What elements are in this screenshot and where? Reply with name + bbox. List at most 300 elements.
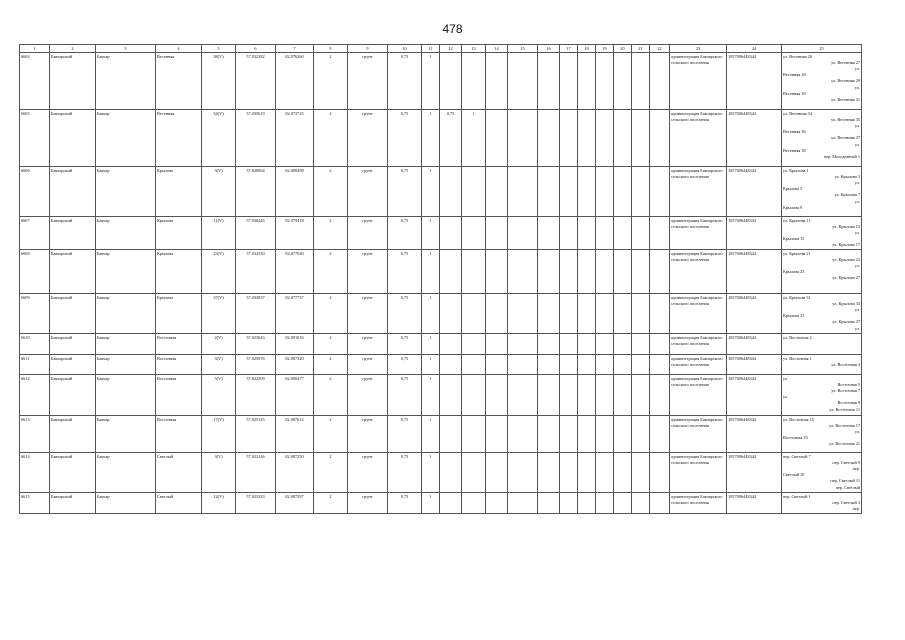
table-cell xyxy=(632,294,650,334)
column-header: 24 xyxy=(727,45,782,53)
table-cell xyxy=(440,250,462,294)
table-cell xyxy=(578,493,596,514)
table-cell xyxy=(560,294,578,334)
table-cell xyxy=(560,453,578,493)
table-cell: 1 xyxy=(422,334,440,355)
table-row xyxy=(20,167,862,217)
column-header: 15 xyxy=(508,45,538,53)
table-cell xyxy=(538,453,560,493)
registry-table xyxy=(19,44,862,514)
table-cell: Бакчар xyxy=(96,53,156,110)
table-cell: Бакчарский xyxy=(50,217,96,250)
table-cell xyxy=(632,167,650,217)
table-cell xyxy=(538,294,560,334)
table-cell: 0,75 xyxy=(388,167,422,217)
address-line: пер. Светлый 7 xyxy=(783,453,811,459)
table-cell: 57.035619 xyxy=(236,110,276,167)
table-cell xyxy=(632,416,650,453)
table-cell xyxy=(596,416,614,453)
table-cell xyxy=(650,294,670,334)
address-line: пер. Светлый 3 xyxy=(832,499,860,505)
address-line: Крылова 15 xyxy=(783,236,805,242)
table-cell: 6614 xyxy=(20,453,50,493)
table-cell: грунт xyxy=(348,416,388,453)
table-cell: 6604 xyxy=(20,53,50,110)
table-cell: администрация Бакчарского сельского поселения xyxy=(670,416,727,453)
table-cell: Бакчарский xyxy=(50,110,96,167)
address-line: ул. Весенняя 31 xyxy=(831,96,860,102)
table-cell xyxy=(462,453,486,493)
table-cell: 2 xyxy=(314,53,348,110)
table-cell: администрация Бакчарского сельского поселения xyxy=(670,110,727,167)
table-cell: 82.087297 xyxy=(276,493,314,514)
table-row xyxy=(20,355,862,375)
table-cell xyxy=(560,250,578,294)
table-cell: Бакчарский xyxy=(50,375,96,416)
table-cell: 1057006448344 xyxy=(727,416,782,453)
address-line: ул. Восточная 1 xyxy=(783,355,812,361)
table-cell: 1057006448344 xyxy=(727,334,782,355)
address-line: пер. Светлый 11 xyxy=(830,478,860,484)
table-cell: 82.091016 xyxy=(276,334,314,355)
table-cell xyxy=(440,375,462,416)
table-cell: 0,75 xyxy=(388,453,422,493)
table-cell: 1 xyxy=(422,53,440,110)
table-cell xyxy=(632,217,650,250)
table-cell xyxy=(650,110,670,167)
table-cell: 38(V) xyxy=(202,53,236,110)
table-cell xyxy=(650,493,670,514)
address-line: ул. Крылова 37 xyxy=(832,319,860,325)
table-cell: Восточная xyxy=(156,416,202,453)
table-cell xyxy=(486,375,508,416)
table-cell xyxy=(508,453,538,493)
address-cell xyxy=(782,294,862,334)
column-header: 19 xyxy=(596,45,614,53)
address-line: ул. Восточная 7 xyxy=(831,387,860,393)
table-cell: 23(V) xyxy=(202,250,236,294)
table-cell: Бакчарский xyxy=(50,334,96,355)
page-number: 478 xyxy=(442,22,463,36)
address-line: пер. xyxy=(852,505,860,511)
table-cell xyxy=(508,493,538,514)
table-cell: 82.090477 xyxy=(276,375,314,416)
table-cell: Светлый xyxy=(156,453,202,493)
table-cell: 6608 xyxy=(20,250,50,294)
table-cell: 11(V) xyxy=(202,217,236,250)
table-cell: 2(V) xyxy=(202,334,236,355)
address-line: ул. xyxy=(783,375,789,381)
table-cell: 82.077737 xyxy=(276,294,314,334)
table-cell: 34(V) xyxy=(202,110,236,167)
table-cell xyxy=(538,416,560,453)
table-cell: Бакчар xyxy=(96,493,156,514)
table-cell: 82.076260 xyxy=(276,53,314,110)
table-cell: администрация Бакчарского сельского поселения xyxy=(670,294,727,334)
table-cell: 6615 xyxy=(20,493,50,514)
table-row xyxy=(20,53,862,110)
table-cell xyxy=(632,355,650,375)
table-cell xyxy=(578,416,596,453)
table-cell xyxy=(538,250,560,294)
address-line: пер. Светлый 9 xyxy=(832,459,860,465)
table-row xyxy=(20,453,862,493)
column-header: 1 xyxy=(20,45,50,53)
table-cell: 82.080498 xyxy=(276,167,314,217)
table-cell: 82.087612 xyxy=(276,416,314,453)
table-cell: 1057006448344 xyxy=(727,453,782,493)
table-cell xyxy=(538,334,560,355)
table-cell: администрация Бакчарского сельского поселения xyxy=(670,355,727,375)
table-cell xyxy=(650,355,670,375)
table-cell xyxy=(462,294,486,334)
table-cell: 0,75 xyxy=(388,355,422,375)
table-cell xyxy=(560,110,578,167)
table-cell: 3(V) xyxy=(202,355,236,375)
address-line: Весенняя 36 xyxy=(783,129,806,135)
table-cell: 1057006448344 xyxy=(727,493,782,514)
table-cell xyxy=(508,53,538,110)
table-cell xyxy=(486,53,508,110)
table-cell: 0,75 xyxy=(440,110,462,167)
table-cell: 82.087320 xyxy=(276,355,314,375)
table-cell: 57.025125 xyxy=(236,416,276,453)
table-cell: 1057006448344 xyxy=(727,250,782,294)
table-row xyxy=(20,250,862,294)
address-line: ул. xyxy=(854,141,860,147)
table-cell: 2 xyxy=(314,416,348,453)
table-cell: Бакчар xyxy=(96,167,156,217)
table-cell xyxy=(596,167,614,217)
address-line: ул. Восточная 11 xyxy=(829,406,860,412)
table-cell: 57.023323 xyxy=(236,493,276,514)
table-cell: 1057006448344 xyxy=(727,355,782,375)
table-cell: Бакчар xyxy=(96,294,156,334)
table-cell: 2 xyxy=(314,334,348,355)
table-cell: Крылова xyxy=(156,167,202,217)
table-cell: администрация Бакчарского сельского поселения xyxy=(670,493,727,514)
table-cell: 6613 xyxy=(20,416,50,453)
address-cell xyxy=(782,493,862,514)
table-cell: 82.073725 xyxy=(276,110,314,167)
table-cell: 12(V) xyxy=(202,493,236,514)
table-cell xyxy=(596,294,614,334)
table-row xyxy=(20,493,862,514)
table-cell: 5(V) xyxy=(202,375,236,416)
table-cell xyxy=(614,294,632,334)
table-cell xyxy=(560,217,578,250)
table-cell: Бакчар xyxy=(96,355,156,375)
table-cell xyxy=(596,217,614,250)
table-cell: 1 xyxy=(422,453,440,493)
table-cell: 0,75 xyxy=(388,375,422,416)
table-cell: 6610 xyxy=(20,334,50,355)
address-line: ул. Крылова 11 xyxy=(783,217,811,223)
column-header: 12 xyxy=(440,45,462,53)
table-cell: 0,75 xyxy=(388,334,422,355)
table-cell: 57.023643 xyxy=(236,334,276,355)
table-cell xyxy=(486,167,508,217)
table-cell xyxy=(560,493,578,514)
table-cell xyxy=(486,355,508,375)
table-cell: 6606 xyxy=(20,167,50,217)
column-header: 21 xyxy=(632,45,650,53)
table-cell: 82.077030 xyxy=(276,250,314,294)
table-cell: 6609 xyxy=(20,294,50,334)
table-cell: 0,75 xyxy=(388,250,422,294)
table-cell xyxy=(596,110,614,167)
table-cell: 57.030445 xyxy=(236,217,276,250)
address-line: ул. xyxy=(783,394,789,400)
table-cell xyxy=(596,493,614,514)
table-cell: 0,75 xyxy=(388,53,422,110)
column-header: 25 xyxy=(782,45,862,53)
table-cell xyxy=(560,416,578,453)
table-cell xyxy=(614,334,632,355)
table-cell xyxy=(560,167,578,217)
table-row xyxy=(20,294,862,334)
table-cell: 2 xyxy=(314,355,348,375)
address-cell xyxy=(782,453,862,493)
table-cell: 0,75 xyxy=(388,217,422,250)
column-header: 6 xyxy=(236,45,276,53)
table-cell xyxy=(486,250,508,294)
address-line: пер. Светлый xyxy=(835,484,860,490)
table-cell xyxy=(650,453,670,493)
table-cell: 2 xyxy=(314,294,348,334)
table-row xyxy=(20,217,862,250)
table-cell: 6612 xyxy=(20,375,50,416)
table-cell xyxy=(462,493,486,514)
table-cell xyxy=(508,375,538,416)
table-cell: 1057006448344 xyxy=(727,53,782,110)
address-line: ул. Крылова 17 xyxy=(832,242,860,248)
table-cell xyxy=(578,110,596,167)
column-header: 8 xyxy=(314,45,348,53)
column-header: 2 xyxy=(50,45,96,53)
address-line: ул. Крылова 27 xyxy=(832,275,860,281)
table-cell xyxy=(632,53,650,110)
address-line: ул. Крылова 23 xyxy=(832,256,860,262)
address-line: Весенняя 28 xyxy=(783,72,806,78)
table-cell xyxy=(486,294,508,334)
table-cell xyxy=(578,53,596,110)
column-header: 3 xyxy=(96,45,156,53)
address-line: ул. Крылова 33 xyxy=(832,300,860,306)
table-cell xyxy=(508,294,538,334)
table-cell: Бакчарский xyxy=(50,294,96,334)
table-cell xyxy=(650,53,670,110)
table-cell: 1 xyxy=(422,416,440,453)
table-cell xyxy=(462,375,486,416)
table-cell xyxy=(614,217,632,250)
address-line: ул. Восточная 21 xyxy=(829,441,860,447)
table-cell: 2 xyxy=(314,110,348,167)
address-cell xyxy=(782,167,862,217)
table-cell: администрация Бакчарского сельского поселения xyxy=(670,217,727,250)
table-cell: 6605 xyxy=(20,110,50,167)
table-cell xyxy=(440,217,462,250)
table-cell xyxy=(596,453,614,493)
table-cell xyxy=(560,334,578,355)
address-cell xyxy=(782,250,862,294)
address-line: Восточная 9 xyxy=(837,400,860,406)
table-cell: Восточная xyxy=(156,334,202,355)
table-cell: 17(V) xyxy=(202,416,236,453)
table-cell xyxy=(578,250,596,294)
address-line: Крылова 5 xyxy=(783,186,803,192)
address-line: ул. Весенняя 37 xyxy=(831,135,860,141)
table-cell: Бакчарский xyxy=(50,493,96,514)
header-row xyxy=(20,45,862,53)
address-line: ул. xyxy=(854,179,860,185)
address-line: ул. Восточная 3 xyxy=(831,361,860,367)
table-cell: 1 xyxy=(422,493,440,514)
table-cell: Крылова xyxy=(156,217,202,250)
table-cell: грунт xyxy=(348,334,388,355)
address-cell xyxy=(782,53,862,110)
address-line: ул. Весенняя 26 xyxy=(783,53,812,59)
table-cell: 2 xyxy=(314,453,348,493)
table-cell: 1057006448344 xyxy=(727,294,782,334)
column-header: 13 xyxy=(462,45,486,53)
table-cell: Бакчар xyxy=(96,375,156,416)
table-cell xyxy=(486,453,508,493)
address-line: ул. Крылова 21 xyxy=(783,250,811,256)
table-cell: 82.079418 xyxy=(276,217,314,250)
address-line: ул. xyxy=(854,198,860,204)
table-cell: 1 xyxy=(422,217,440,250)
table-cell xyxy=(578,355,596,375)
table-cell xyxy=(632,250,650,294)
address-cell xyxy=(782,334,862,355)
table-cell xyxy=(538,217,560,250)
table-cell xyxy=(462,334,486,355)
table-cell: 0,75 xyxy=(388,294,422,334)
address-line: ул. Восточная 15 xyxy=(783,416,814,422)
table-cell xyxy=(578,217,596,250)
table-cell: грунт xyxy=(348,250,388,294)
table-cell xyxy=(508,334,538,355)
table-cell: администрация Бакчарского сельского поселения xyxy=(670,167,727,217)
table-cell xyxy=(578,167,596,217)
table-cell: администрация Бакчарского сельского поселения xyxy=(670,53,727,110)
address-cell xyxy=(782,416,862,453)
table-cell: 1057006448344 xyxy=(727,217,782,250)
column-header: 11 xyxy=(422,45,440,53)
column-header: 18 xyxy=(578,45,596,53)
table-cell xyxy=(538,110,560,167)
address-line: Восточная 19 xyxy=(783,435,808,441)
table-cell xyxy=(486,334,508,355)
table-cell xyxy=(578,334,596,355)
address-line: ул. Крылова 3 xyxy=(834,173,860,179)
table-cell xyxy=(538,375,560,416)
table-cell: администрация Бакчарского сельского поселения xyxy=(670,453,727,493)
table-cell xyxy=(538,53,560,110)
column-header: 7 xyxy=(276,45,314,53)
table-cell: администрация Бакчарского сельского поселения xyxy=(670,334,727,355)
address-line: ул. xyxy=(854,229,860,235)
table-cell xyxy=(538,493,560,514)
table-cell: 1057006448344 xyxy=(727,110,782,167)
address-line: пер. Светлый 1 xyxy=(783,493,811,499)
table-cell xyxy=(440,355,462,375)
table-cell: Бакчарский xyxy=(50,453,96,493)
table-cell xyxy=(614,53,632,110)
table-cell xyxy=(508,217,538,250)
table-cell: 57.032530 xyxy=(236,250,276,294)
table-cell xyxy=(650,250,670,294)
table-cell xyxy=(440,416,462,453)
address-line: ул. Весенняя 35 xyxy=(831,116,860,122)
address-line: ул. Весенняя 34 xyxy=(783,110,812,116)
table-cell: 1 xyxy=(422,355,440,375)
table-cell: 3(V) xyxy=(202,167,236,217)
table-cell: 1 xyxy=(422,375,440,416)
address-line: Весенняя 30 xyxy=(783,90,806,96)
table-cell: 57.028964 xyxy=(236,167,276,217)
table-cell xyxy=(440,167,462,217)
table-cell xyxy=(560,355,578,375)
address-line: ул. Крылова 31 xyxy=(783,294,811,300)
table-cell: Восточная xyxy=(156,355,202,375)
table-cell xyxy=(614,355,632,375)
table-cell xyxy=(508,355,538,375)
address-line: Светлый 10 xyxy=(783,472,805,478)
table-cell xyxy=(650,416,670,453)
table-cell xyxy=(632,493,650,514)
table-cell: 2 xyxy=(314,493,348,514)
table-cell xyxy=(614,110,632,167)
table-cell xyxy=(462,416,486,453)
address-line: Восточная 5 xyxy=(837,381,860,387)
table-cell: 2 xyxy=(314,217,348,250)
table-cell xyxy=(596,375,614,416)
table-cell: 57.025976 xyxy=(236,355,276,375)
table-cell xyxy=(578,453,596,493)
table-cell xyxy=(508,416,538,453)
table-cell: 1 xyxy=(422,110,440,167)
address-line: Весенняя 38 xyxy=(783,147,806,153)
address-cell xyxy=(782,355,862,375)
table-cell: Бакчарский xyxy=(50,416,96,453)
table-cell: 57.022509 xyxy=(236,375,276,416)
table-row xyxy=(20,334,862,355)
table-cell xyxy=(650,375,670,416)
table-cell xyxy=(440,334,462,355)
table-cell xyxy=(614,250,632,294)
table-cell: 6611 xyxy=(20,355,50,375)
table-row xyxy=(20,416,862,453)
table-cell: 2 xyxy=(314,250,348,294)
column-header: 16 xyxy=(538,45,560,53)
table-cell: Бакчарский xyxy=(50,250,96,294)
column-header: 22 xyxy=(650,45,670,53)
table-cell: 2 xyxy=(314,167,348,217)
table-cell: 57.032282 xyxy=(236,53,276,110)
table-cell: грунт xyxy=(348,493,388,514)
address-line: пер. xyxy=(852,465,860,471)
table-cell xyxy=(614,453,632,493)
table-cell: 1 xyxy=(422,294,440,334)
table-cell: Светлый xyxy=(156,493,202,514)
table-cell xyxy=(650,217,670,250)
table-cell: 1057006448344 xyxy=(727,167,782,217)
table-cell xyxy=(614,167,632,217)
table-cell xyxy=(650,167,670,217)
table-cell: Бакчар xyxy=(96,250,156,294)
